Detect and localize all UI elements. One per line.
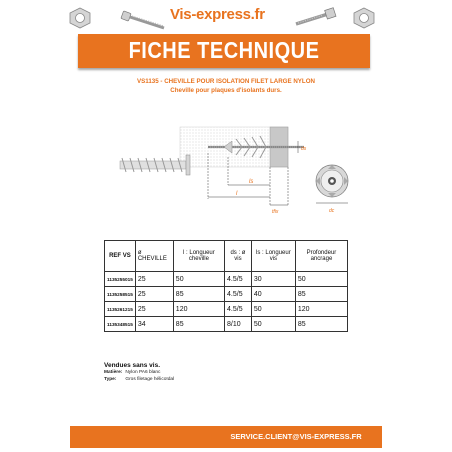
cell-diameter: 25 [135, 272, 173, 287]
page-title: FICHE TECHNIQUE [128, 38, 320, 64]
nut-icon [354, 8, 374, 28]
cell-ref: 1135258515 [105, 287, 136, 302]
col-depth: Profondeur ancrage [295, 241, 347, 272]
cell-screw-diameter: 8/10 [225, 317, 252, 332]
cell-length: 85 [173, 317, 224, 332]
table-row [105, 287, 348, 302]
col-screw-diameter: ds : ø vis [225, 241, 252, 272]
table-header-row [105, 241, 348, 272]
label-tfix: tfix [272, 209, 279, 215]
col-screw-length: ls : Longueur vis [251, 241, 295, 272]
product-subtitle: Cheville pour plaques d'isolants durs. [170, 87, 282, 94]
cell-screw-length: 30 [251, 272, 295, 287]
col-diameter: ø CHEVILLE [135, 241, 173, 272]
cell-depth: 120 [295, 302, 347, 317]
anchor-head-end-view [316, 165, 348, 203]
anchor-side-view [120, 155, 190, 175]
cell-ref: 1135261215 [105, 302, 136, 317]
type-value: Gros filetage hélicoïdal [125, 377, 175, 382]
screw-icon [121, 11, 164, 28]
material-line [104, 370, 160, 375]
cell-diameter: 34 [135, 317, 173, 332]
title-banner [78, 34, 370, 68]
label-ls: ls [249, 179, 254, 185]
type-line [104, 377, 174, 382]
col-ref: REF VS [105, 241, 136, 272]
table-row [105, 272, 348, 287]
support-email-link[interactable]: SERVICE.CLIENT@VIS-EXPRESS.FR [230, 432, 362, 441]
bolt-icon [296, 8, 336, 24]
label-dc: dc [329, 208, 335, 214]
table-row [105, 317, 348, 332]
cell-depth: 50 [295, 272, 347, 287]
cell-screw-length: 40 [251, 287, 295, 302]
sold-without-screw-note: Vendues sans vis. [104, 362, 161, 369]
cell-depth: 85 [295, 317, 347, 332]
table-row [105, 302, 348, 317]
material-value: Nylon PA6 blanc [125, 370, 161, 375]
cell-diameter: 25 [135, 302, 173, 317]
material-label: Matière: [104, 370, 123, 375]
specification-table [104, 240, 348, 332]
cell-screw-length: 50 [251, 302, 295, 317]
cell-ref: 1135348515 [105, 317, 136, 332]
cell-screw-diameter: 4.5/5 [225, 287, 252, 302]
label-l: l [236, 191, 238, 197]
cell-screw-length: 50 [251, 317, 295, 332]
cell-length: 120 [173, 302, 224, 317]
anchor-technical-diagram [114, 123, 364, 215]
brand-logo[interactable]: Vis-express.fr [170, 6, 265, 23]
cell-screw-diameter: 4.5/5 [225, 302, 252, 317]
cell-diameter: 25 [135, 287, 173, 302]
product-reference: VS1135 - CHEVILLE POUR ISOLATION FILET LARGE NYLON [137, 78, 315, 85]
cell-ref: 1135255015 [105, 272, 136, 287]
footer-bar [70, 426, 382, 448]
cell-length: 85 [173, 287, 224, 302]
cell-length: 50 [173, 272, 224, 287]
cell-depth: 85 [295, 287, 347, 302]
col-length: l : Longueur cheville [173, 241, 224, 272]
cell-screw-diameter: 4.5/5 [225, 272, 252, 287]
type-label: Type: [104, 377, 117, 382]
label-ds: ds [301, 146, 307, 152]
nut-icon [70, 8, 90, 28]
